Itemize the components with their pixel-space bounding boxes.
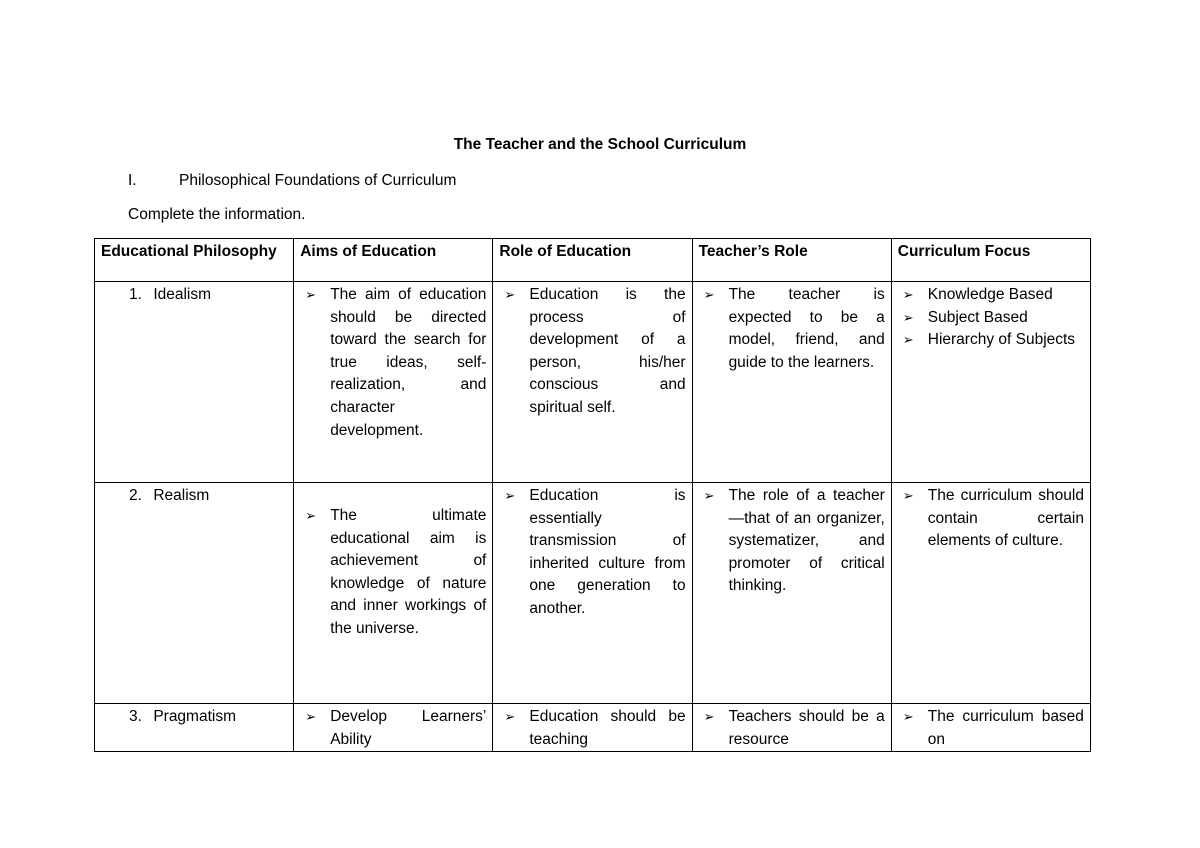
focus-text: Knowledge Based — [927, 286, 1053, 303]
arrowhead-bullet-icon: ➢ — [902, 309, 914, 325]
section-number: I. — [128, 172, 137, 189]
list-item — [902, 706, 1084, 751]
focus-cell — [891, 282, 1090, 483]
teacher-cell — [692, 483, 891, 704]
list-item — [902, 329, 1084, 352]
role-cell — [493, 282, 692, 483]
arrowhead-bullet-icon: ➢ — [703, 488, 715, 503]
header-teachers-role: Teacher’s Role — [692, 239, 891, 282]
teacher-text: The teacher is expected to be a model, friend, and guide to the learners. — [728, 286, 885, 371]
arrowhead-bullet-icon: ➢ — [504, 488, 516, 503]
list-item — [305, 706, 487, 751]
document-title: The Teacher and the School Curriculum — [453, 136, 747, 153]
teacher-cell — [692, 282, 891, 483]
section-heading — [128, 172, 456, 190]
list-item — [902, 307, 1084, 330]
header-role-of-education: Role of Education — [493, 239, 692, 282]
role-cell — [493, 704, 692, 752]
role-cell — [493, 483, 692, 704]
header-educational-philosophy: Educational Philosophy — [95, 239, 294, 282]
section-title: Philosophical Foundations of Curriculum — [179, 172, 457, 189]
teacher-text: Teachers should be a resource — [728, 708, 885, 748]
header-aims-of-education: Aims of Education — [294, 239, 493, 282]
arrowhead-bullet-icon: ➢ — [703, 287, 715, 302]
focus-text: Subject Based — [927, 308, 1028, 326]
list-item — [504, 284, 686, 420]
list-item — [703, 706, 885, 751]
philosophy-name: Idealism — [153, 286, 212, 303]
list-item — [305, 505, 487, 641]
instruction-text: Complete the information. — [128, 206, 306, 223]
list-item — [305, 284, 487, 442]
arrowhead-bullet-icon: ➢ — [305, 709, 317, 724]
aims-cell — [294, 704, 493, 752]
header-curriculum-focus: Curriculum Focus — [891, 239, 1090, 282]
teacher-cell — [692, 704, 891, 752]
arrowhead-bullet-icon: ➢ — [902, 709, 914, 724]
arrowhead-bullet-icon: ➢ — [305, 287, 317, 302]
teacher-text: The role of a teacher—that of an organizer, systematizer, and promoter of critical thinking. — [728, 487, 885, 595]
table-header-row — [95, 239, 1091, 282]
table-row — [95, 483, 1091, 704]
aims-text: The ultimate educational aim is achievement of knowledge of nature and inner workings of the universe. — [330, 507, 487, 637]
aims-text: Develop Learners’ Ability — [330, 708, 487, 748]
arrowhead-bullet-icon: ➢ — [902, 488, 914, 503]
arrowhead-bullet-icon: ➢ — [703, 709, 715, 724]
philosophy-cell — [95, 282, 294, 483]
table-row — [95, 704, 1091, 752]
focus-text: The curriculum should contain certain elements of culture. — [927, 487, 1084, 550]
arrowhead-bullet-icon: ➢ — [305, 508, 317, 523]
list-item — [902, 284, 1084, 307]
list-item — [703, 485, 885, 598]
arrowhead-bullet-icon: ➢ — [504, 287, 516, 302]
aims-cell — [294, 483, 493, 704]
row-number: 2. — [129, 487, 142, 504]
row-number: 1. — [129, 286, 142, 303]
arrowhead-bullet-icon: ➢ — [902, 287, 914, 302]
role-text: Education is the process of development of a person, his/her conscious and spiritual self. — [529, 286, 686, 416]
focus-text: Hierarchy of Subjects — [927, 331, 1076, 349]
table-row — [95, 282, 1091, 483]
arrowhead-bullet-icon: ➢ — [902, 332, 914, 348]
role-text: Education is essentially transmission of inherited culture from one generation to another. — [529, 487, 686, 617]
philosophy-name: Pragmatism — [153, 708, 236, 725]
role-text: Education should be teaching — [529, 708, 686, 748]
list-item — [902, 485, 1084, 553]
list-item — [504, 706, 686, 751]
row-number: 3. — [129, 708, 142, 725]
aims-cell — [294, 282, 493, 483]
philosophy-name: Realism — [153, 487, 210, 504]
philosophy-cell — [95, 483, 294, 704]
philosophy-table — [94, 238, 1091, 752]
focus-cell — [891, 483, 1090, 704]
aims-text: The aim of education should be directed toward the search for true ideas, self-realization, and character development. — [330, 286, 487, 439]
focus-text: The curriculum based on — [927, 708, 1084, 748]
philosophy-cell — [95, 704, 294, 752]
list-item — [703, 284, 885, 374]
arrowhead-bullet-icon: ➢ — [504, 709, 516, 724]
focus-cell — [891, 704, 1090, 752]
list-item — [504, 485, 686, 621]
